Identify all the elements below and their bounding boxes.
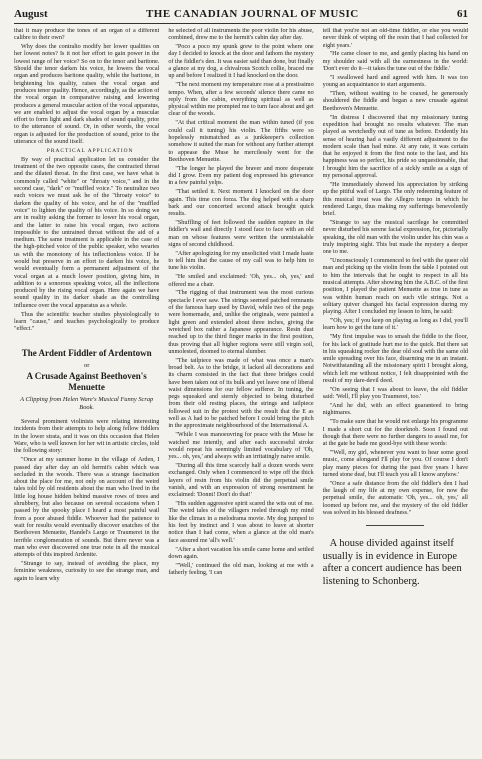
paragraph: "That settled it. Next moment I knocked on the door again. This time con forza. The dog helped with a sharp bark and our concerted second attack brought quick results. (168, 189, 314, 218)
paragraph: "Once a safe distance from the old fiddler's den I had the laugh of my life at my own expense, for now the perpetual smile, the automatic 'Oh, yes... oh, yes,' all loomed up before me, and the mystery of the old fiddler was solved in his blessed deafness." (322, 480, 468, 517)
paragraph: "After a short vacation his smile came home and settled down again. (168, 546, 314, 560)
paragraph: "Shuffling of feet followed the sudden rupture in the fiddler's wail and directly I stood face to face with an old man on whose features were written the unmistakable signs of second childhood. (168, 219, 314, 248)
paragraph: "The tailpiece was made of what was once a man's broad belt. As to the bridge, it lacked all decorations and its charm consisted in the fact that three bridges could have been taken out of its bulk and yet leave one of liberal waist dimensions for our fellow sufferer. In tuning, the pegs squeaked and sternly objected to being disturbed from their old resting places, the strings and tailpiece followed suit in the protest with the result that the E as well as A had to be patched before I could bring the pitch in the approximate neighbourhood of the International A. (168, 357, 314, 430)
paragraph: "The rigging of that instrument was the most curious spectacle I ever saw. The strings seemed patched remnants of the famous harp used by David, while two of the pegs were homemade, and, unlike the originals, were painted a light green and extended about three inches, giving the wretched box rather a Japanese appearance. Resin dust reached up to the third finger marks in the first position, thus proving that all higher regions were still virgin soil, unmolested, doomed to eternal slumber. (168, 290, 314, 355)
paragraph: Thus the scientific teacher studies physiologically to learn "cause," and teaches psychologically to produce "effect." (14, 311, 160, 333)
paragraph: "He smiled and exclaimed: 'Oh, yes... oh, yes,' and offered me a chair. (168, 274, 314, 288)
paragraph: "Poco a poco my spunk grew to the point where one day I decided to knock at the door and fathom the mystery of the fiddler's den. It was easier said than done, but finally a glance at my dog, a chivalrous Scotch collie, braced me up and before I realized it I had knocked on the door. (168, 44, 314, 80)
story-subtitle: A Crusade Against Beethoven's Menuette (26, 371, 147, 392)
paragraph: "He immediately showed his appreciation by striking up the pitiful wail of Largo. The only redeeming feature of this musical treat was the Allegro tempo in which he rendered Largo, thus making my sufferings benevolently brief. (322, 181, 468, 218)
paragraph: "The next moment my temperature rose at a prestissimo tempo. When, after a few seconds' silence there came no reply from the cabin, everything spiritual as well as physical within me prompted me to turn face about and get clear of the woods. (168, 82, 314, 118)
paragraph: "His sudden aggressive spirit scared the wits out of me. The weird tales of the villagers reeled through my mind like the climax in a melodrama movie. My dog jumped to his feet by instinct and I was about to leave at shorter notice than I had come, when a glance at the old man's face assured me 'all's well.' (168, 501, 314, 544)
paragraph: "After apologizing for my unsolicited visit I made haste to tell him that the cause of my call was to help him to tune his violin. (168, 250, 314, 272)
paragraph: that it may produce the tones of an organ of a different calibre to their own? (14, 28, 160, 42)
paragraph: "'Well, my girl, whenever you want to hear some good music, come alongand I'll play for you. Of course I don't play many pieces for during the past five years I have turned stone deaf, but I'll teach you all I know anyhow.' (322, 450, 468, 478)
paragraph: "At that critical moment the man within tuned (if you could call it tuning) his violin. The fifths were so hopelessly mismatched as a junkkeeper's collection somehow it suited the man for without any further attempt to appease the Muse he mercilessly went for the Beethoven Menuette. (168, 120, 314, 163)
story-title: The Ardent Fiddler of Ardentown (21, 347, 152, 358)
paragraph: By way of practical application let us consider the treatment of the two opposite cases, the contracted throat and the dilated throat. In the first case, we have what is commonly called "white" or "throaty voice," and in the second case, "dark" or "muffled voice." To neutralize two such voices we must ask he of the "throaty voice" to darken the quality of his voice, and he of the "muffled voice" to lighten the quality of his voice. In so doing we are in reality asking the former to lower his vocal organ, and the latter to raise his vocal organ, two actions impossible to the untrained throat without the aid of a medium. The same treatment is applicable in the case of the high-pitched voice of the public speaker, who wearies us with the monotony of his inflectionless voice. If he would but preserve in an effort to darken his voice, he would eventually form a permanent adjustment of the vocal organ at a much lower position, giving him, in addition to a sonorous speaking voice, all the inflections produced by the rising vocal organ. Here again we have sound quality in its darker shade as the controlling influence over the vocal apparatus as a whole. (14, 156, 160, 309)
header-rule (14, 23, 468, 24)
paragraph: "And he did, with an effect guaranteed to bring nightmares. (322, 403, 468, 417)
paragraph: "To make sure that he would not enlarge his programme I made a short cut for the doorknob. Soon I found out though that there were no further dangers to assail me, for at the gate he bade me good-bye with these words: (322, 419, 468, 448)
paragraph: "The longer he played the braver and more desperate did I grow. Even my patient dog expressed his grievance in a few painful yelps. (168, 165, 314, 187)
page-header (14, 8, 468, 20)
paragraph: "My first impulse was to smash the fiddle to the floor, for his lack of gratitude hurt me to the quick. But there sat in his squeaking rocker the dear old soul with the same old smile spreading over his face, disarming me in an instant. Notwithstanding all the missionary spirit I brought along, which left me without notice, I felt disappointed with the result of my dare-devil deed. (322, 334, 468, 384)
paragraph: "Once at my summer home in the village of Arden, I passed day after day an old hermit's cabin which was secluded in the woods. There was a strange fascination about the place for me, not only on account of the weird tales told by old residents about the man who lived in the little log house hidden behind massive rows of trees and shrubbery, but also because on several occasions when I passed by the spooky place I heard a most painful wail from a poor abused fiddle. Whoever had the patience to wait for results would eventually discover snatches of the Beethoven Menuette, Handel's Largo or Traumerei in the terrible conglomeration of sounds. But there never was a man who ever discovered one true note in all the musical attempts of this inspired Ardenite. (14, 457, 160, 559)
header-month: August (14, 8, 48, 20)
story-source-note: A Clipping from Helen Ware's Musical Funny Scrap Book. (20, 396, 154, 411)
paragraph: "'Oh, yes; if you keep on playing as long as I did, you'll learn how to get the tune of it.' (322, 318, 468, 332)
paragraph: "On seeing that I was about to leave, the old fiddler said: 'Well, I'll play you Traumerei, too.' (322, 386, 468, 401)
column-2 (168, 28, 313, 743)
article-columns (14, 28, 468, 743)
paragraph: "Strange to say the musical sacrilege he committed never disturbed his serene facial expression, for, pictorially speaking, the old man with the violin under his chin was a truly inspiring sight. This but made the mystery a deeper one to me. (322, 219, 468, 256)
paragraph: Why does the contralto modify her lower qualities on her lowest notes? Is it not her effort to gain power in the lowest range of her voice? So on to the tenor and baritone. Should the tenor darken his voice, he lowers the vocal organ and produces baritone quality, while the baritone, in brightening his quality, raises the vocal organ and produces tenor quality. Hence, accordingly, as the action of the vocal organ in comparative raising and lowering produces a general muscular action of the vocal apparatus, we are enabled to adjust the vocal organ by a muscular effort to form light and dark shades of sound quality, prior to the utterance of sound. Or, in other words, the vocal organ is adjusted for the production of sound, prior to the utterance of the sound itself. (14, 44, 160, 146)
paragraph: "Unconsciously I commenced to feel with the queer old man and picking up the violin from the table I pointed out to him the intervals that he ought to respect in all his musical attempts. After showing him the A.B.C. of the first position, I played the patient Menuette as true in tune as was within human reach on such vile strings. Not a solitary quiver changed his facial expression during my playing. After I concluded my lesson to him, he said: (322, 258, 468, 316)
paragraph: he selected of all instruments the poor violin for his abuse, combined, drew me to the hermit's cabin day after day. (168, 28, 314, 42)
header-journal-title: THE CANADIAN JOURNAL OF MUSIC (145, 8, 359, 20)
paragraph: tell that you're not an old-time fiddler, or else you would never think of wiping off the resin that I had collected for eight years.' (322, 28, 468, 49)
section-heading: PRACTICAL APPLICATION (46, 147, 134, 154)
paragraph: "In distress I discovered that my missionary tuning expedition had brought no results whatever. The man played as wretchedly out of tune as before. Evidently his sense of hearing had a vastly different adjustment to the modern scale than had mine. At any rate, it was certain that he enjoyed it from the first note to the last, and his happiness was so perfect, his pride so unquestionable, that I brought him the sacrifice of a sickly smile as a sign of my personal approval. (322, 114, 468, 180)
section-divider (366, 525, 424, 526)
column-3 (323, 28, 468, 743)
paragraph: "Strange to say, instead of avoiding the place, my feminine weakness, curiosity to see the strange man, and again to learn why (14, 560, 160, 582)
header-page-number: 61 (457, 8, 468, 20)
paragraph: "During all this time scarcely half a dozen words were exchanged. Only when I commenced to wipe off the thick layers of resin from his violin did the perpetual smile vanish, and with an expression of strong resentment he exclaimed: 'Donnt! Don't do that!' (168, 463, 314, 499)
closing-snippet: A house divided against itself usually is in evidence in Europe after a concert audience has been listening to Schonberg. (322, 538, 462, 587)
paragraph: "He came closer to me, and gently placing his hand on my shoulder said with all the earnestness in the world: 'Don't ever do it—it takes the tune out of the fiddle.' (322, 51, 468, 73)
paragraph: Several prominent violinists were relating interesting incidents from their attempts to help along fellow fiddlers in the lower strata, and it was on this occasion that Helen Ware, who is well known for her wit in artistic circles, told the following story: (14, 419, 160, 455)
paragraph: "Then, without waiting to be coaxed, he generously shouldered the fiddle and began a new crusade against Beethoven's Menuette. (322, 91, 468, 112)
paragraph: "'Well,' continued the old man, looking at me with a fatherly feeling, 'I can (168, 562, 314, 576)
column-1 (14, 28, 159, 743)
paragraph: "I swallowed hard and agreed with him. It was too young an acquaintance to start arguments. (322, 74, 468, 89)
story-title-or: or (83, 362, 90, 370)
paragraph: "While I was manoeuvring for peace with the Muse he watched me intently, and after each successful stroke would repeat his seemingly limited vocabulary of 'Oh, yes... oh, yes,' and always with an irritatingly naive smile. (168, 432, 314, 461)
